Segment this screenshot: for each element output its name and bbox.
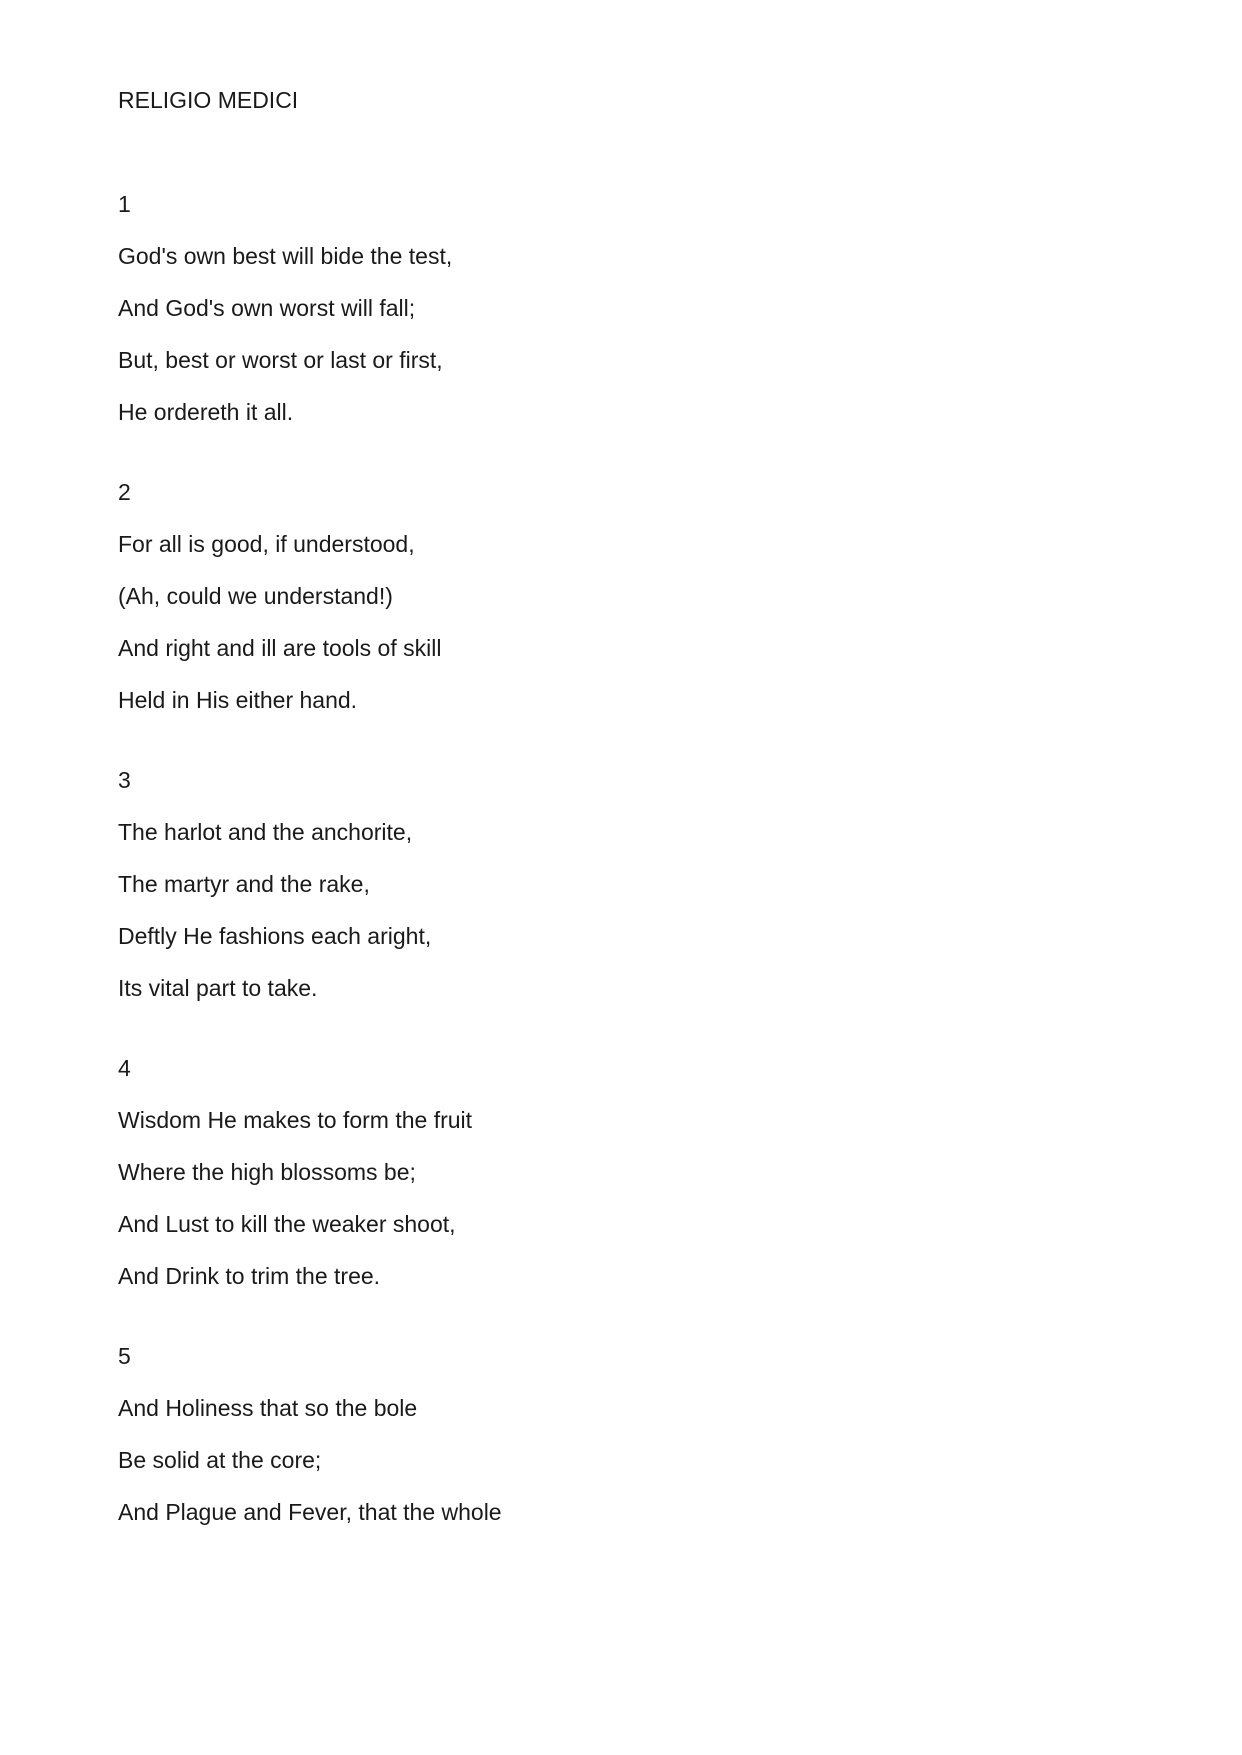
poem-line: And Holiness that so the bole [118, 1395, 418, 1421]
stanza-1 [118, 190, 1182, 426]
poem-line: Where the high blossoms be; [118, 1159, 416, 1185]
poem-line: And right and ill are tools of skill [118, 635, 442, 661]
stanza-2 [118, 478, 1182, 714]
document-title: RELIGIO MEDICI [118, 87, 299, 113]
poem-line: And Plague and Fever, that the whole [118, 1499, 502, 1525]
poem-line: Be solid at the core; [118, 1447, 322, 1473]
poem-line: The harlot and the anchorite, [118, 819, 413, 845]
poem-line: But, best or worst or last or first, [118, 347, 443, 373]
poem-line: Its vital part to take. [118, 975, 318, 1001]
stanza-number: 1 [118, 191, 131, 217]
poem-line: Deftly He fashions each aright, [118, 923, 432, 949]
poem-line: The martyr and the rake, [118, 871, 370, 897]
poem-line: And Lust to kill the weaker shoot, [118, 1211, 456, 1237]
poem-line: And Drink to trim the tree. [118, 1263, 381, 1289]
stanza-number: 3 [118, 767, 131, 793]
stanza-4 [118, 1054, 1182, 1290]
stanza-3 [118, 766, 1182, 1002]
poem-line: For all is good, if understood, [118, 531, 415, 557]
poem-line: God's own best will bide the test, [118, 243, 453, 269]
stanza-number: 2 [118, 479, 131, 505]
poem-line: Wisdom He makes to form the fruit [118, 1107, 473, 1133]
stanza-number: 4 [118, 1055, 131, 1081]
poem-line: Held in His either hand. [118, 687, 358, 713]
stanza-5 [118, 1342, 1182, 1526]
poem-line: He ordereth it all. [118, 399, 294, 425]
stanza-number: 5 [118, 1343, 131, 1369]
poem-line: (Ah, could we understand!) [118, 583, 393, 609]
poem-line: And God's own worst will fall; [118, 295, 416, 321]
